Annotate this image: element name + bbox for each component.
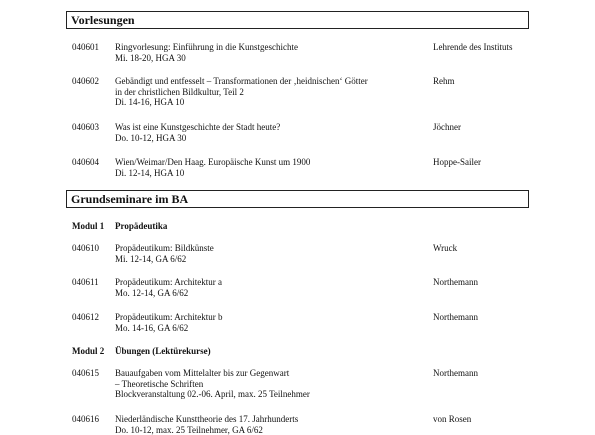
course-number: 040610 — [72, 243, 99, 254]
course-number: 040616 — [72, 414, 99, 425]
course-description — [115, 42, 425, 63]
course-lecturer: Northemann — [433, 312, 478, 323]
course-title-continued: – Theoretische Schriften — [115, 379, 425, 390]
course-title: Propädeutikum: Architektur b — [115, 312, 425, 323]
course-schedule: Di. 12-14, HGA 10 — [115, 168, 425, 179]
course-number: 040603 — [72, 122, 99, 133]
course-number: 040602 — [72, 76, 99, 87]
course-lecturer: von Rosen — [433, 414, 471, 425]
course-description — [115, 368, 425, 400]
course-schedule: Mi. 18-20, HGA 30 — [115, 53, 425, 64]
module-number: Modul 1 — [72, 221, 115, 232]
course-description — [115, 243, 425, 264]
course-description — [115, 414, 425, 435]
course-description — [115, 157, 425, 178]
course-number: 040612 — [72, 312, 99, 323]
module-number: Modul 2 — [72, 346, 115, 357]
section-header-vorlesungen — [66, 11, 529, 29]
course-title: Gebändigt und entfesselt – Transformationen der ‚heidnischen‘ Götter — [115, 76, 425, 87]
course-description — [115, 122, 425, 143]
course-lecturer: Hoppe-Sailer — [433, 157, 481, 168]
course-title-continued: in der christlichen Bildkultur, Teil 2 — [115, 87, 425, 98]
course-title: Ringvorlesung: Einführung in die Kunstgeschichte — [115, 42, 425, 53]
course-title: Niederländische Kunsttheorie des 17. Jahrhunderts — [115, 414, 425, 425]
course-description — [115, 76, 425, 108]
course-title: Wien/Weimar/Den Haag. Europäische Kunst um 1900 — [115, 157, 425, 168]
course-lecturer: Wruck — [433, 243, 457, 254]
course-lecturer: Northemann — [433, 277, 478, 288]
course-number: 040611 — [72, 277, 99, 288]
course-title: Was ist eine Kunstgeschichte der Stadt heute? — [115, 122, 425, 133]
course-title: Propädeutikum: Architektur a — [115, 277, 425, 288]
course-title: Bauaufgaben vom Mittelalter bis zur Gegenwart — [115, 368, 425, 379]
course-schedule: Blockveranstaltung 02.-06. April, max. 25 Teilnehmer — [115, 389, 425, 400]
module-heading — [72, 221, 167, 232]
section-title: Vorlesungen — [71, 13, 135, 28]
section-header-grundseminare — [66, 190, 529, 208]
module-heading — [72, 346, 211, 357]
course-lecturer: Lehrende des Instituts — [433, 42, 512, 53]
course-schedule: Mi. 12-14, GA 6/62 — [115, 254, 425, 265]
module-name: Propädeutika — [115, 221, 167, 231]
module-name: Übungen (Lektürekurse) — [115, 346, 211, 356]
course-lecturer: Northemann — [433, 368, 478, 379]
course-lecturer: Jöchner — [433, 122, 461, 133]
course-number: 040604 — [72, 157, 99, 168]
course-description — [115, 277, 425, 298]
section-title: Grundseminare im BA — [71, 192, 188, 207]
course-title: Propädeutikum: Bildkünste — [115, 243, 425, 254]
course-number: 040601 — [72, 42, 99, 53]
course-number: 040615 — [72, 368, 99, 379]
course-schedule: Do. 10-12, max. 25 Teilnehmer, GA 6/62 — [115, 425, 425, 435]
course-schedule: Do. 10-12, HGA 30 — [115, 133, 425, 144]
course-description — [115, 312, 425, 333]
course-schedule: Mo. 12-14, GA 6/62 — [115, 288, 425, 299]
course-schedule: Di. 14-16, HGA 10 — [115, 97, 425, 108]
course-schedule: Mo. 14-16, GA 6/62 — [115, 323, 425, 334]
course-lecturer: Rehm — [433, 76, 455, 87]
